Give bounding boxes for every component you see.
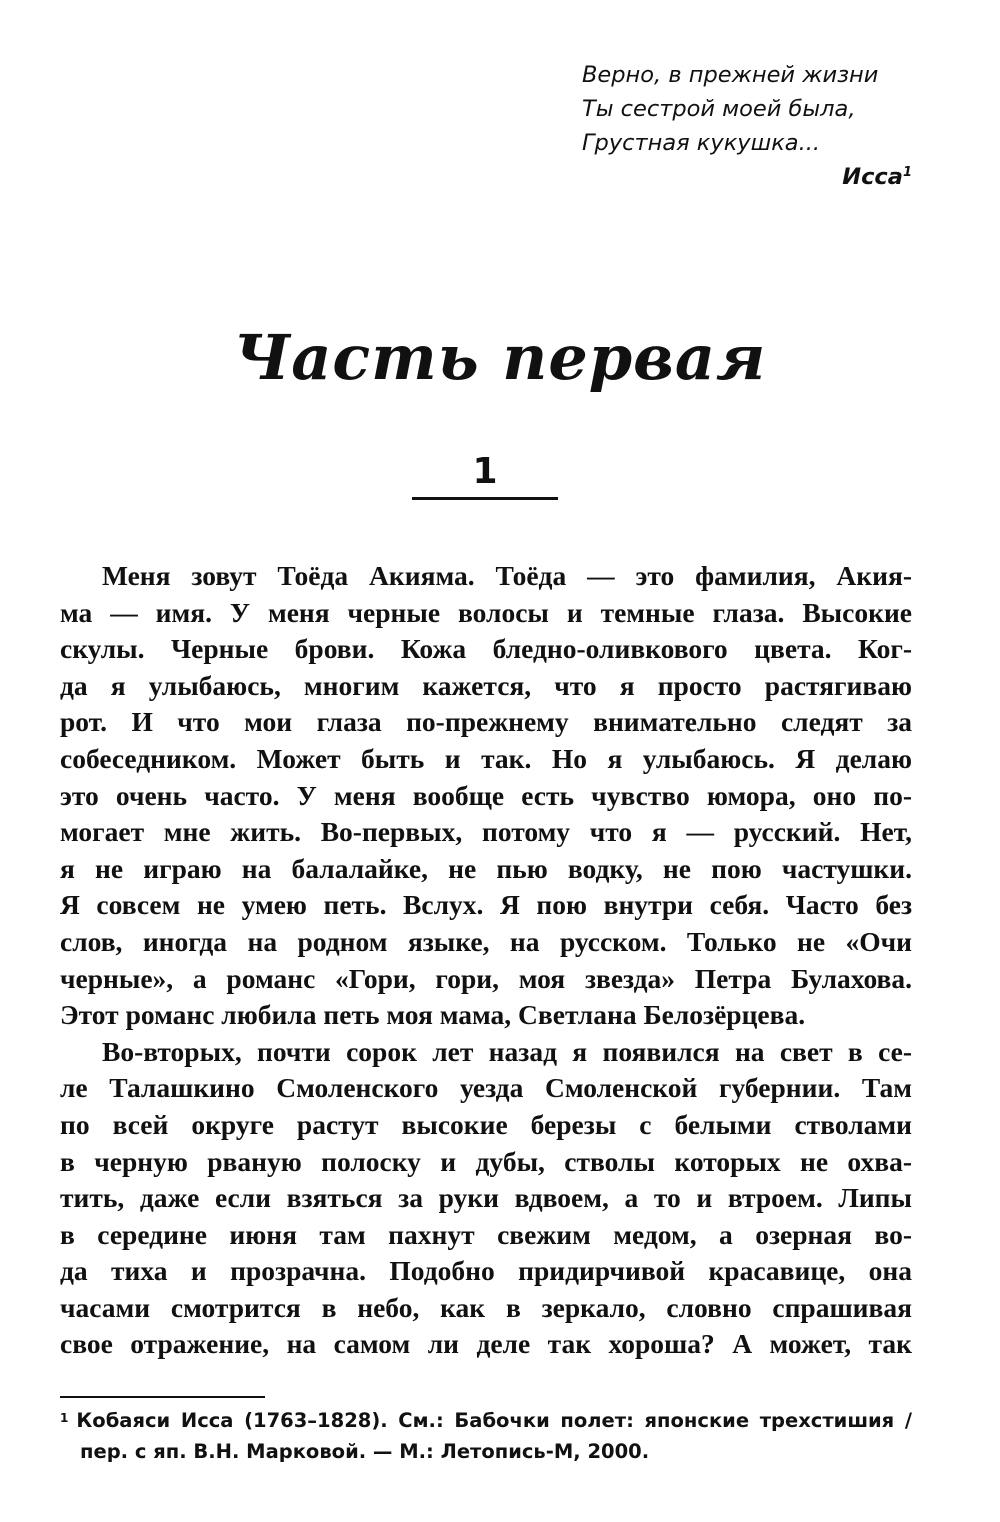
text-line: я не играю на балалайке, не пью водку, не пою частушки. [60, 852, 912, 884]
text-line: скулы. Черные брови. Кожа бледно-оливкового цвета. Ког- [60, 633, 912, 665]
body-text [60, 558, 912, 1363]
text-line: Во-вторых, почти сорок лет назад я появился на свет в се- [102, 1035, 912, 1067]
text-line: Этот романс любила петь моя мама, Светлана Белозёрцева. [60, 999, 806, 1031]
chapter-rule [412, 497, 558, 500]
text-line: это очень часто. У меня вообще есть чувство юмора, оно по- [60, 779, 912, 811]
text-line: тить, даже если взяться за руки вдвоем, а то и втроем. Липы [60, 1182, 912, 1214]
text-line: могает мне жить. Во-первых, потому что я — русский. Нет, [60, 816, 912, 848]
footnote [60, 1405, 912, 1467]
text-line: ма — имя. У меня черные волосы и темные глаза. Высокие [60, 596, 912, 628]
chapter-number: 1 [472, 451, 498, 492]
footnote-rule [60, 1396, 265, 1398]
text-line: слов, иногда на родном языке, на русском. Только не «Очи [60, 925, 912, 957]
epigraph-author-name: Исса [842, 164, 903, 190]
part-title: Часть первая [233, 321, 767, 394]
footnote-text: Кобаяси Исса (1763–1828). См.: Бабочки полет: японские трехстишия / [76, 1409, 912, 1432]
text-line: черные», а романс «Гори, гори, моя звезда» Петра Булахова. [60, 962, 912, 994]
epigraph-line: Верно, в прежней жизни [582, 62, 879, 88]
epigraph-author [492, 160, 912, 194]
epigraph-line: Грустная кукушка... [582, 130, 821, 156]
footnote-reference[interactable]: 1 [902, 165, 912, 180]
text-line: да тиха и прозрачна. Подобно придирчивой красавице, она [60, 1255, 912, 1287]
text-line: да я улыбаюсь, многим кажется, что я просто растягиваю [60, 669, 912, 701]
footnote-mark: 1 [60, 1411, 69, 1425]
text-line: по всей округе растут высокие березы с белыми стволами [60, 1108, 912, 1140]
text-line: свое отражение, на самом ли деле так хороша? А может, так [60, 1328, 912, 1360]
footnote-line: пер. с яп. В.Н. Марковой. — М.: Летопись-М, 2000. [80, 1440, 650, 1463]
text-line: рот. И что мои глаза по-прежнему внимательно следят за [60, 706, 912, 738]
text-line: часами смотрится в небо, как в зеркало, словно спрашивая [60, 1291, 912, 1323]
text-line: Меня зовут Тоёда Акияма. Тоёда — это фамилия, Акия- [102, 560, 912, 591]
text-line: в черную рваную полоску и дубы, стволы которых не охва- [60, 1145, 912, 1177]
text-line: собеседником. Может быть и так. Но я улыбаюсь. Я делаю [60, 742, 912, 774]
footnote-line [60, 1405, 912, 1436]
text-line: в середине июня там пахнут свежим медом, а озерная во- [60, 1218, 912, 1250]
epigraph [492, 58, 912, 194]
epigraph-line: Ты сестрой моей была, [582, 96, 856, 122]
text-line: Я совсем не умею петь. Вслух. Я пою внутри себя. Часто без [60, 889, 912, 921]
text-line: ле Талашкино Смоленского уезда Смоленской губернии. Там [60, 1072, 912, 1104]
